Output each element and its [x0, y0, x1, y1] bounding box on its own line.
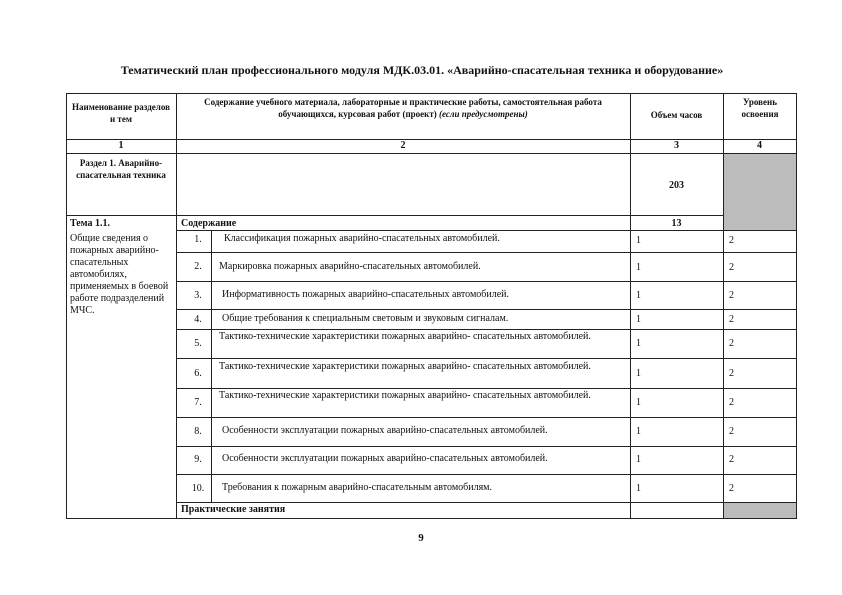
- row-text: Особенности эксплуатации пожарных аварийно-спасательных автомобилей.: [222, 453, 548, 464]
- grid-line: [66, 215, 723, 216]
- level-shaded-cell: [723, 153, 796, 230]
- page-number: 9: [418, 532, 424, 544]
- grid-line: [176, 309, 796, 310]
- column-number: 4: [757, 140, 762, 151]
- row-text: Классификация пожарных аварийно-спасательных автомобилей.: [224, 233, 500, 244]
- row-level: 2: [729, 262, 734, 273]
- row-hours: 1: [636, 483, 641, 494]
- content-label: Содержание: [181, 218, 237, 229]
- topic-title: Тема 1.1.: [70, 218, 110, 229]
- header-level: Уровень освоения: [741, 97, 779, 119]
- row-level: 2: [729, 368, 734, 379]
- header-sections-topics: Наименование разделов и тем: [72, 102, 170, 124]
- row-hours: 1: [636, 235, 641, 246]
- grid-line: [176, 329, 796, 330]
- row-level: 2: [729, 483, 734, 494]
- row-text: Маркировка пожарных аварийно-спасательных автомобилей.: [219, 261, 481, 272]
- grid-line: [796, 93, 797, 519]
- grid-line: [66, 93, 67, 519]
- row-text: Информативность пожарных аварийно-спасательных автомобилей.: [222, 289, 510, 300]
- row-hours: 1: [636, 397, 641, 408]
- grid-line: [176, 417, 796, 418]
- level-shaded-cell: [723, 502, 796, 518]
- grid-line: [176, 230, 796, 231]
- grid-line: [176, 446, 796, 447]
- grid-line: [176, 358, 796, 359]
- row-level: 2: [729, 290, 734, 301]
- row-hours: 1: [636, 290, 641, 301]
- row-number: 9.: [194, 454, 202, 465]
- row-number: 7.: [194, 397, 202, 408]
- row-level: 2: [729, 314, 734, 325]
- column-number: 2: [400, 140, 406, 151]
- row-number: 10.: [191, 483, 205, 494]
- row-text: Требования к пожарным аварийно-спасательным автомобилям.: [222, 482, 493, 493]
- row-number: 4.: [194, 314, 202, 325]
- section-title: Раздел 1. Аварийно-спасательная техника: [76, 158, 166, 180]
- row-number: 6.: [194, 368, 202, 379]
- section-hours: 203: [669, 180, 684, 191]
- grid-line: [176, 281, 796, 282]
- row-hours: 1: [636, 338, 641, 349]
- header-content: [182, 96, 624, 120]
- row-text: Тактико-технические характеристики пожарных аварийно- спасательных автомобилей.: [219, 361, 591, 372]
- row-number: 1.: [194, 234, 202, 245]
- topic-description: Общие сведения о пожарных аварийно-спасательных автомобилях, применяемых в боевой работе подразделений МЧС.: [70, 233, 169, 316]
- row-level: 2: [729, 454, 734, 465]
- row-hours: 1: [636, 426, 641, 437]
- row-hours: 1: [636, 454, 641, 465]
- header-content-main: Содержание учебного материала, лабораторные и практические работы, самостоятельная работа обучающихся, курсовая работ (проект): [204, 97, 602, 119]
- row-level: 2: [729, 338, 734, 349]
- row-level: 2: [729, 397, 734, 408]
- row-hours: 1: [636, 368, 641, 379]
- column-number: 1: [118, 140, 124, 151]
- row-number: 2.: [194, 261, 202, 272]
- grid-line: [176, 502, 796, 503]
- row-text: Общие требования к специальным световым и звуковым сигналам.: [222, 313, 509, 324]
- row-number: 8.: [194, 426, 202, 437]
- content-hours: 13: [671, 218, 682, 229]
- row-text: Тактико-технические характеристики пожарных аварийно- спасательных автомобилей.: [219, 390, 591, 401]
- document-title: Тематический план профессионального модуля МДК.03.01. «Аварийно-спасательная техника и оборудование»: [120, 63, 724, 77]
- grid-line: [630, 93, 631, 519]
- row-number: 5.: [194, 338, 202, 349]
- header-content-note: (если предусмотрены): [439, 109, 528, 119]
- practical-label: Практические занятия: [181, 504, 286, 515]
- row-number: 3.: [194, 290, 202, 301]
- header-hours: Объем часов: [650, 110, 703, 120]
- row-level: 2: [729, 235, 734, 246]
- grid-line: [176, 388, 796, 389]
- grid-line: [176, 474, 796, 475]
- column-number: 3: [674, 140, 679, 151]
- row-hours: 1: [636, 314, 641, 325]
- grid-line: [176, 252, 796, 253]
- row-level: 2: [729, 426, 734, 437]
- grid-line: [723, 93, 724, 519]
- row-text: Особенности эксплуатации пожарных аварийно-спасательных автомобилей.: [222, 425, 548, 436]
- row-hours: 1: [636, 262, 641, 273]
- row-text: Тактико-технические характеристики пожарных аварийно- спасательных автомобилей.: [219, 331, 591, 342]
